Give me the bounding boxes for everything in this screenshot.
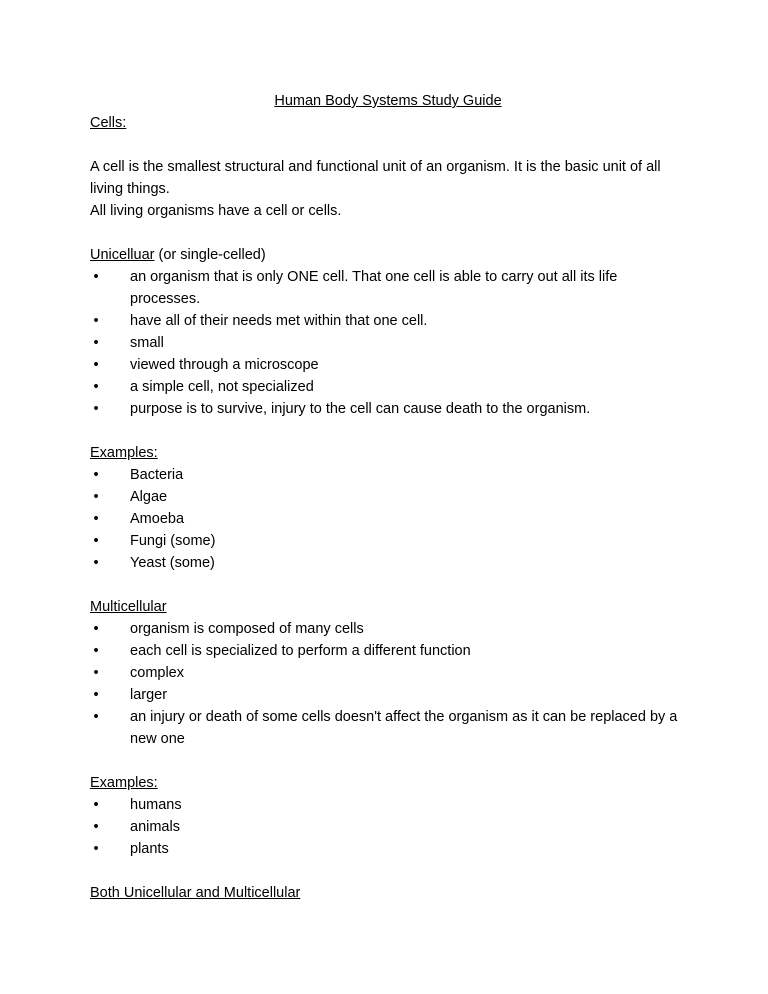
bullet-icon: • xyxy=(93,797,99,813)
bullet-icon: • xyxy=(93,819,99,835)
unicellular-examples-list xyxy=(90,464,686,574)
list-item-text: a simple cell, not specialized xyxy=(130,379,314,395)
bullet-icon: • xyxy=(93,687,99,703)
multicellular-examples-heading: Examples: xyxy=(90,775,158,791)
list-item xyxy=(90,706,686,750)
list-item xyxy=(90,310,686,332)
list-item-text: each cell is specialized to perform a different function xyxy=(130,643,471,659)
list-item xyxy=(90,332,686,354)
list-item-text: an organism that is only ONE cell. That one cell is able to carry out all its life processes. xyxy=(130,269,618,307)
list-item-text: Algae xyxy=(130,489,168,505)
bullet-icon: • xyxy=(93,335,99,351)
list-item xyxy=(90,662,686,684)
both-heading: Both Unicellular and Multicellular xyxy=(90,885,301,901)
list-item-text: viewed through a microscope xyxy=(130,357,319,373)
list-item xyxy=(90,508,686,530)
list-item-text: Yeast (some) xyxy=(130,555,215,571)
unicellular-heading: Unicelluar xyxy=(90,247,155,263)
list-item xyxy=(90,552,686,574)
bullet-icon: • xyxy=(93,313,99,329)
list-item xyxy=(90,464,686,486)
list-item-text: larger xyxy=(130,687,168,703)
page-title: Human Body Systems Study Guide xyxy=(274,93,502,109)
list-item-text: plants xyxy=(130,841,169,857)
bullet-icon: • xyxy=(93,709,99,725)
unicellular-examples-heading: Examples: xyxy=(90,445,158,461)
bullet-icon: • xyxy=(93,533,99,549)
bullet-icon: • xyxy=(93,621,99,637)
bullet-icon: • xyxy=(93,379,99,395)
bullet-icon: • xyxy=(93,511,99,527)
list-item-text: small xyxy=(130,335,164,351)
unicellular-heading-suffix: (or single-celled) xyxy=(154,247,266,263)
list-item xyxy=(90,530,686,552)
list-item xyxy=(90,266,686,310)
list-item-text: have all of their needs met within that one cell. xyxy=(130,313,428,329)
list-item xyxy=(90,376,686,398)
bullet-icon: • xyxy=(93,269,99,285)
list-item-text: animals xyxy=(130,819,180,835)
list-item-text: Bacteria xyxy=(130,467,184,483)
list-item xyxy=(90,816,686,838)
list-item-text: complex xyxy=(130,665,184,681)
list-item xyxy=(90,640,686,662)
list-item xyxy=(90,794,686,816)
list-item xyxy=(90,618,686,640)
list-item xyxy=(90,486,686,508)
cells-heading: Cells: xyxy=(90,115,127,131)
multicellular-list xyxy=(90,618,686,750)
multicellular-heading: Multicellular xyxy=(90,599,167,615)
bullet-icon: • xyxy=(93,643,99,659)
unicellular-heading-line xyxy=(90,244,686,266)
list-item-text: Fungi (some) xyxy=(130,533,216,549)
list-item-text: humans xyxy=(130,797,182,813)
bullet-icon: • xyxy=(93,357,99,373)
intro-text: A cell is the smallest structural and functional unit of an organism. It is the basic unit of all living things. xyxy=(90,159,661,197)
multicellular-examples-list xyxy=(90,794,686,860)
list-item xyxy=(90,398,686,420)
bullet-icon: • xyxy=(93,401,99,417)
list-item-text: Amoeba xyxy=(130,511,185,527)
bullet-icon: • xyxy=(93,555,99,571)
list-item-text: organism is composed of many cells xyxy=(130,621,364,637)
intro-text-2: All living organisms have a cell or cells. xyxy=(90,203,342,219)
unicellular-list xyxy=(90,266,686,420)
bullet-icon: • xyxy=(93,489,99,505)
list-item xyxy=(90,354,686,376)
list-item xyxy=(90,684,686,706)
list-item xyxy=(90,838,686,860)
bullet-icon: • xyxy=(93,665,99,681)
bullet-icon: • xyxy=(93,467,99,483)
bullet-icon: • xyxy=(93,841,99,857)
list-item-text: purpose is to survive, injury to the cell can cause death to the organism. xyxy=(130,401,591,417)
list-item-text: an injury or death of some cells doesn't affect the organism as it can be replaced by a new one xyxy=(130,709,678,747)
